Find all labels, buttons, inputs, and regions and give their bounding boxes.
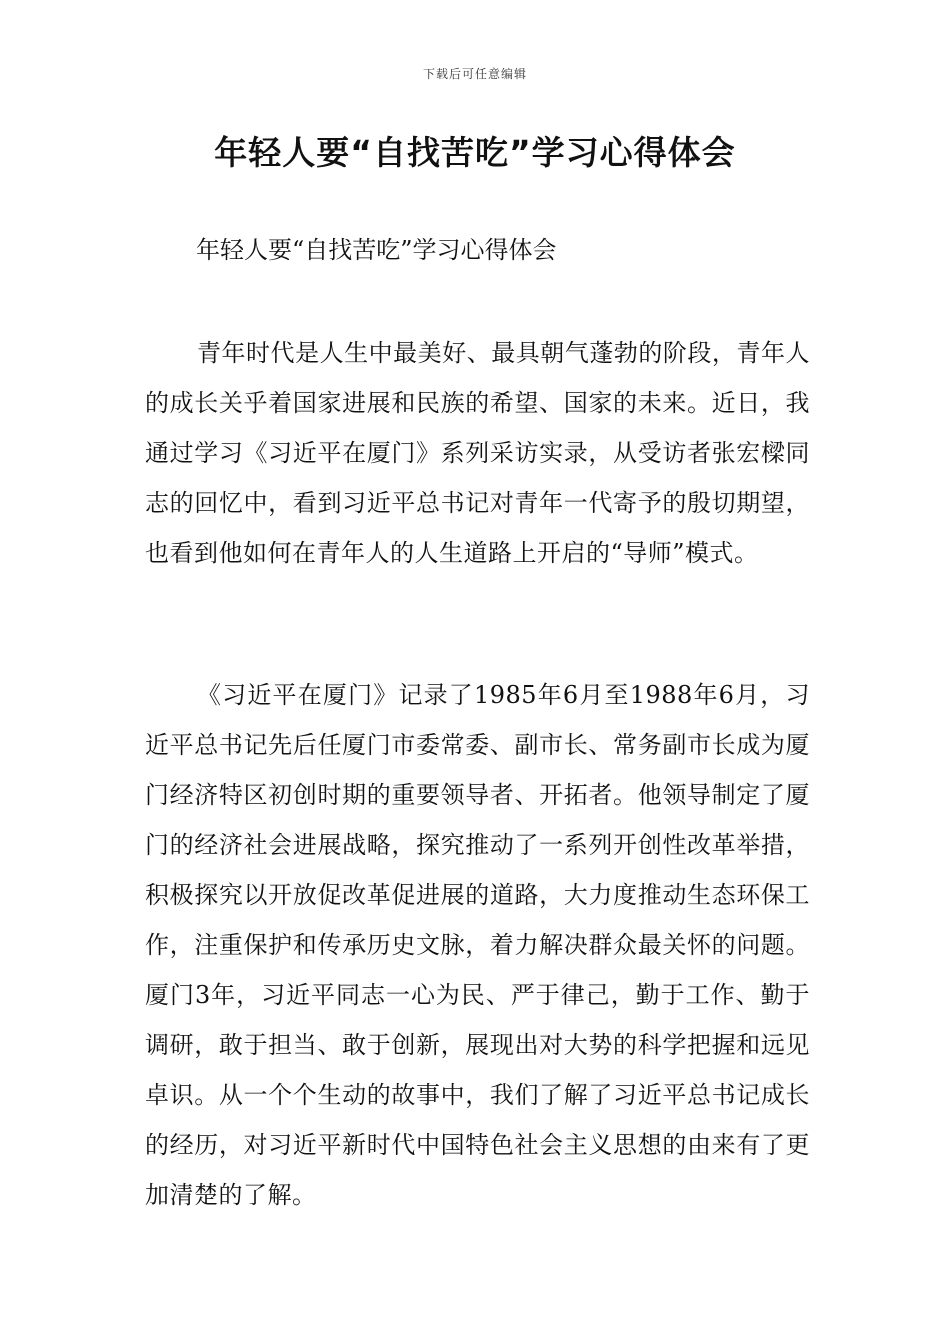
document-title: 年轻人要“自找苦吃”学习心得体会 (214, 133, 736, 172)
paragraph-1: 青年时代是人生中最美好、最具朝气蓬勃的阶段，青年人的成长关乎着国家进展和民族的希望、国家的未来。近日，我通过学习《习近平在厦门》系列采访实录，从受访者张宏樑同志的回忆中，看到习近平总书记对青年一代寄予的殷切期望，也看到他如何在青年人的人生道路上开启的“导师”模式。 (145, 339, 810, 567)
paragraph-2: 《习近平在厦门》记录了1985年6月至1988年6月，习近平总书记先后任厦门市委常委、副市长、常务副市长成为厦门经济特区初创时期的重要领导者、开拓者。他领导制定了厦门的经济社会进展战略，探究推动了一系列开创性改革举措，积极探究以开放促改革促进展的道路，大力度推动生态环保工作，注重保护和传承历史文脉，着力解决群众最关怀的问题。厦门3年，习近平同志一心为民、严于律己，勤于工作、勤于调研，敢于担当、敢于创新，展现出对大势的科学把握和远见卓识。从一个个生动的故事中，我们了解了习近平总书记成长的经历，对习近平新时代中国特色社会主义思想的由来有了更加清楚的了解。 (145, 681, 810, 1209)
document-subtitle: 年轻人要“自找苦吃”学习心得体会 (196, 236, 557, 264)
page-header-note: 下载后可任意编辑 (422, 67, 527, 81)
